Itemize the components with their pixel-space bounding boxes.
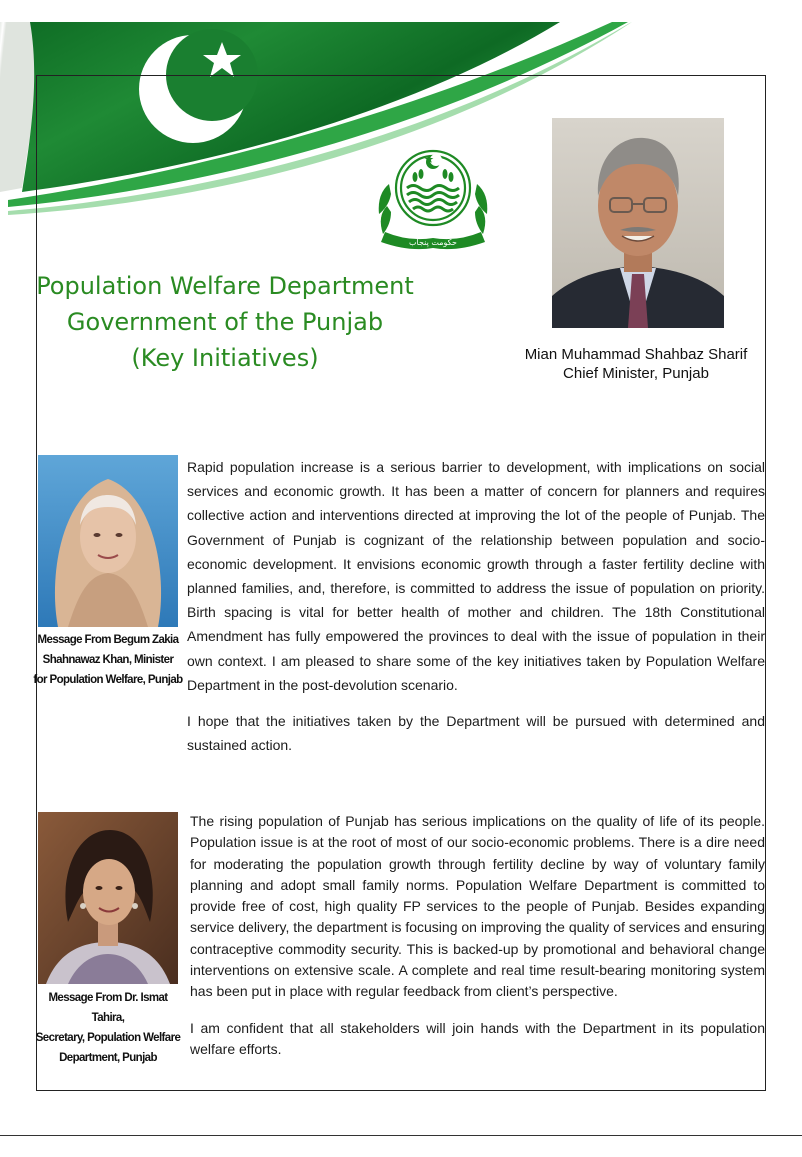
title-line-department: Population Welfare Department <box>36 272 414 300</box>
chief-minister-caption <box>500 345 772 383</box>
minister-message <box>187 455 765 757</box>
secretary-caption-line: Message From Dr. Ismat Tahira, <box>48 992 168 1024</box>
secretary-message-paragraph: The rising population of Punjab has serious implications on the quality of life of its people. Population issue is at the root of most of our socio-economic problems. There is a dire need for moderating the population growth through fertility decline by way of voluntary family planning and adopt small family norms. Population Welfare Department is committed to provide free of cost, high quality FP services to the people of Punjab. Besides expanding service delivery, the department is focusing on improving the quality of services and ensuring contraceptive commodity security. This is backed-up by promotional and behavioral change interventions on extensive scale. A complete and real time result-bearing monitoring system has been put in place with regular feedback from client’s perspective. <box>190 813 765 1000</box>
minister-message-paragraph: Rapid population increase is a serious barrier to development, with implications on social services and economic growth. It has been a matter of concern for planners and requires collective action and interventions directed at improving the lot of the people of Punjab. The Government of Punjab is cognizant of the relationship between population and socio-economic development. It envisions economic growth through a faster fertility decline with planned families, and, therefore, is committed to address the issue of population on priority. Birth spacing is vital for better health of mother and children. The 18th Constitutional Amendment has fully empowered the provinces to deal with the issue of population in their own context. I am pleased to share some of the key initiatives taken by Population Welfare Department in the post-devolution scenario. <box>187 459 765 693</box>
title-line-government: Government of the Punjab <box>66 308 384 336</box>
secretary-message <box>190 811 765 1060</box>
secretary-caption <box>32 988 184 1068</box>
secretary-caption-line: Department, Punjab <box>59 1052 157 1064</box>
title-line-initiatives: (Key Initiatives) <box>131 344 319 372</box>
secretary-photo <box>38 812 178 984</box>
minister-caption-line: for Population Welfare, Punjab <box>33 674 183 686</box>
secretary-caption-line: Secretary, Population Welfare <box>35 1032 181 1044</box>
minister-caption-line: Shahnawaz Khan, Minister <box>42 654 174 666</box>
department-title <box>30 268 420 376</box>
minister-photo <box>38 455 178 627</box>
chief-minister-role: Chief Minister, Punjab <box>563 365 709 382</box>
footer-rule <box>0 1135 802 1136</box>
secretary-message-paragraph: I am confident that all stakeholders will join hands with the Department in its population welfare efforts. <box>190 1019 765 1057</box>
emblem-script: ﺣﮑﻮﻣﺖ ﭘﻨﺠﺎﺏ <box>409 238 457 247</box>
minister-caption-line: Message From Begum Zakia <box>37 634 179 646</box>
minister-message-paragraph: I hope that the initiatives taken by the Department will be pursued with determined and sustained action. <box>187 713 765 754</box>
chief-minister-photo <box>552 118 724 328</box>
minister-caption <box>32 630 184 690</box>
chief-minister-name: Mian Muhammad Shahbaz Sharif <box>524 346 748 363</box>
punjab-emblem-icon <box>367 144 499 252</box>
